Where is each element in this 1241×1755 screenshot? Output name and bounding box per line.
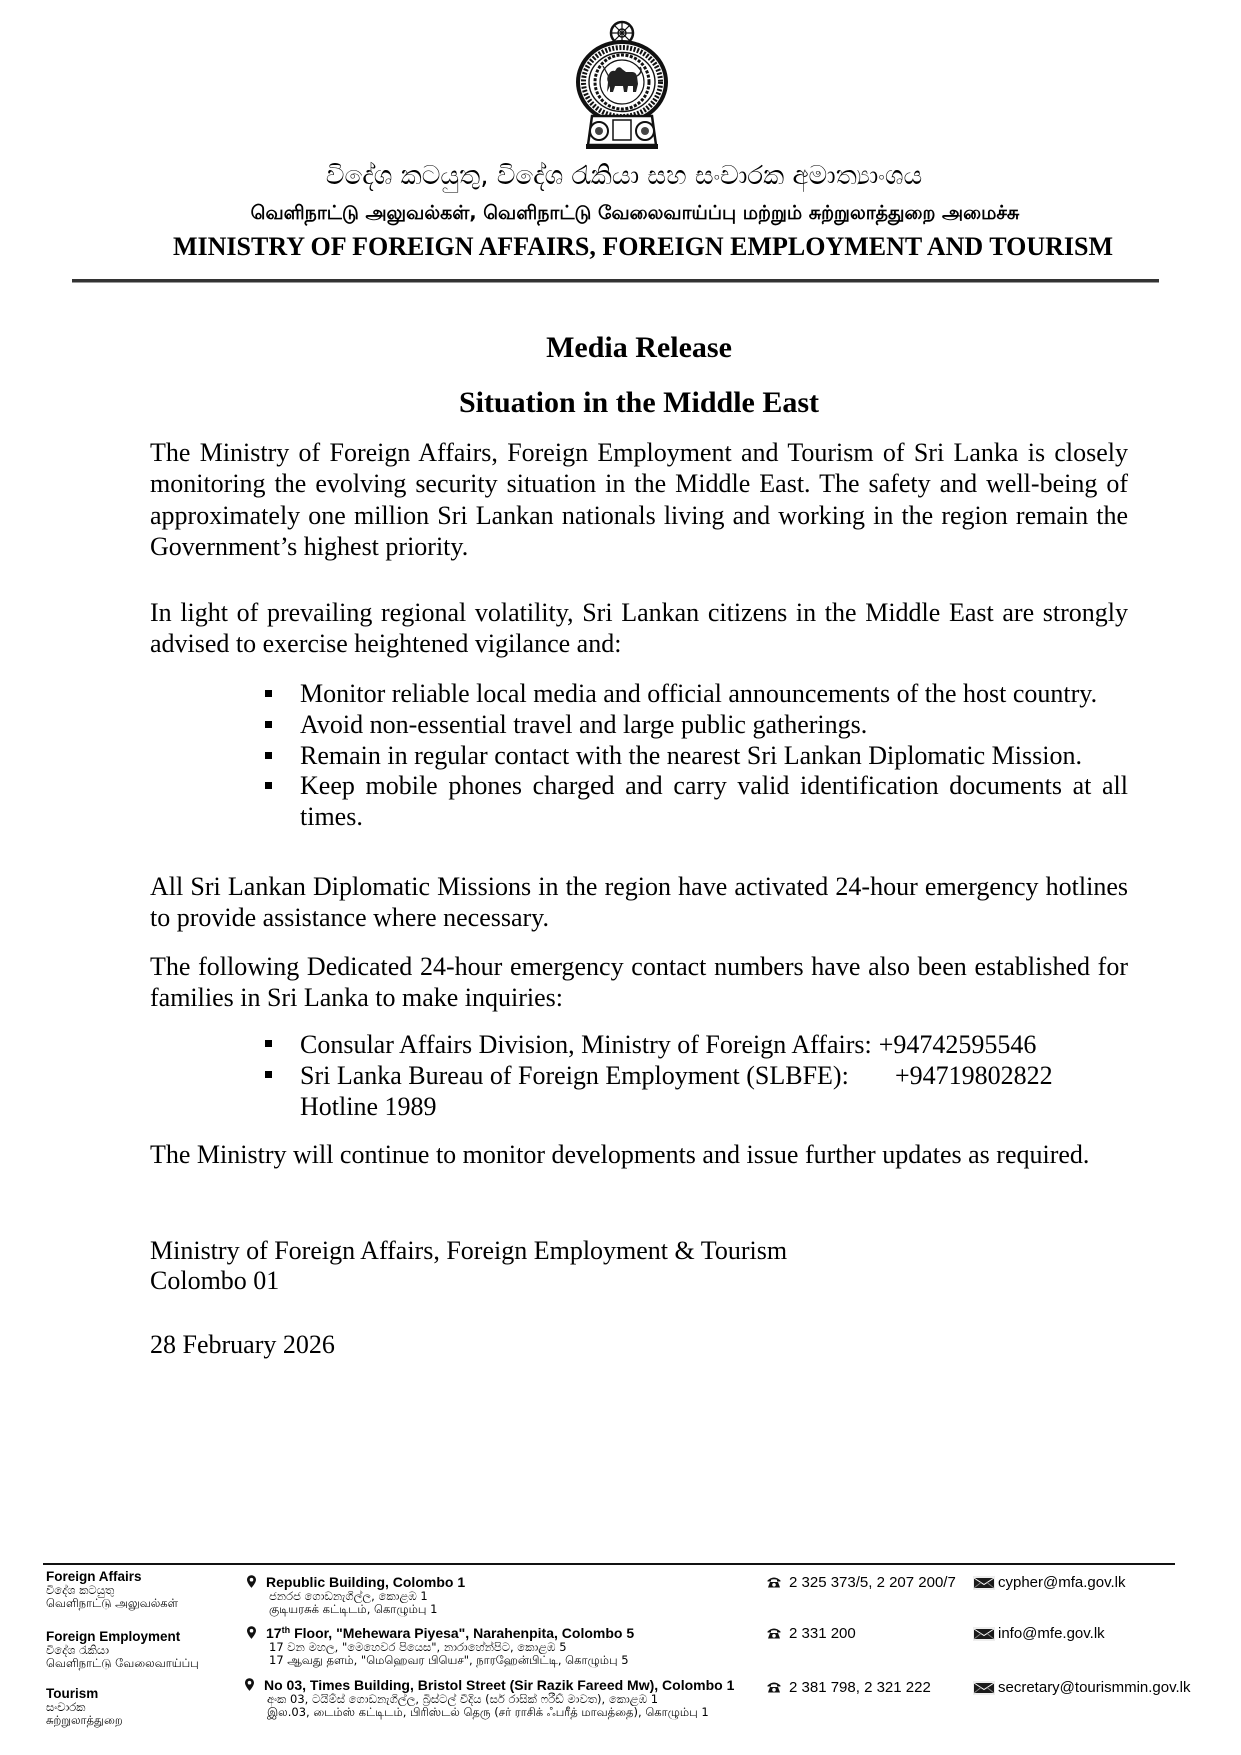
telephone-icon xyxy=(767,1681,781,1693)
unit-name-tamil: வெளிநாட்டு அலுவல்கள் xyxy=(46,1595,179,1610)
square-bullet-icon xyxy=(265,721,272,728)
advisory-text: Keep mobile phones charged and carry valid identification documents at all times. xyxy=(300,771,1128,832)
address-tamil: 17 ஆவது தளம், "மெஹெவர பியெச", நாரஹேன்பிட்டி, கொழும்பு 5 xyxy=(269,1653,629,1667)
footer-address-tourism xyxy=(245,1678,765,1719)
advisory-lead-paragraph: In light of prevailing regional volatility, Sri Lankan citizens in the Middle East are strongly advised to exercise heightened vigilance and: xyxy=(150,598,1128,659)
address-sinhala: 17 වන මහල, "මෙහෙවර පියෙස", නාරාහේන්පිට, කොළඹ 5 xyxy=(269,1640,567,1654)
contacts-lead-paragraph: The following Dedicated 24-hour emergency contact numbers have also been established for families in Sri Lanka to make inquiries: xyxy=(150,952,1128,1013)
footer-email-foreign-employment xyxy=(973,1626,1105,1641)
ministry-name-english: MINISTRY OF FOREIGN AFFAIRS, FOREIGN EMPLOYMENT AND TOURISM xyxy=(173,232,1113,261)
advisory-text: Remain in regular contact with the nearest Sri Lankan Diplomatic Mission. xyxy=(300,740,1082,770)
map-pin-icon xyxy=(247,1575,256,1588)
footer-unit-tourism xyxy=(46,1686,241,1726)
footer-unit-foreign-employment xyxy=(46,1629,241,1669)
unit-name-tamil: வெளிநாட்டு வேலைவாய்ப்பு xyxy=(46,1655,199,1670)
address-sinhala: ජනරජ ගොඩනැගිල්ල, කොළඹ 1 xyxy=(269,1589,428,1603)
contact-number: +94742595546 xyxy=(878,1030,1037,1059)
footer-phone-foreign-affairs xyxy=(767,1575,956,1590)
national-emblem-icon xyxy=(572,16,672,150)
signature-organization: Ministry of Foreign Affairs, Foreign Employment & Tourism xyxy=(150,1236,788,1265)
unit-name: Foreign Employment xyxy=(46,1629,181,1644)
telephone-icon xyxy=(767,1627,781,1639)
telephone-icon xyxy=(767,1576,781,1588)
unit-name-sinhala: විදේශ කටයුතු xyxy=(46,1583,115,1597)
address-english: Republic Building, Colombo 1 xyxy=(266,1574,466,1590)
ministry-name-sinhala: විදේශ කටයුතු, විදේශ රැකියා සහ සංචාරක අමාත්‍යාංශය xyxy=(325,161,923,191)
map-pin-icon xyxy=(247,1626,256,1639)
signature-city: Colombo 01 xyxy=(150,1266,280,1295)
document-type-heading: Media Release xyxy=(546,331,732,364)
advisory-list xyxy=(300,679,1128,833)
map-pin-icon xyxy=(245,1678,254,1691)
email-address: info@mfe.gov.lk xyxy=(998,1625,1105,1642)
release-date: 28 February 2026 xyxy=(150,1330,335,1359)
envelope-icon xyxy=(973,1681,995,1695)
address-english: No 03, Times Building, Bristol Street (Sir Razik Fareed Mw), Colombo 1 xyxy=(264,1677,735,1693)
footer-address-foreign-affairs xyxy=(247,1575,767,1616)
missions-note-paragraph: All Sri Lankan Diplomatic Missions in the region have activated 24-hour emergency hotlines to provide assistance where necessary. xyxy=(150,872,1128,933)
contact-item-slbfe xyxy=(300,1060,1128,1091)
footer-phone-foreign-employment xyxy=(767,1626,856,1641)
advisory-item xyxy=(300,710,1128,741)
phone-number: 2 381 798, 2 321 222 xyxy=(789,1679,931,1696)
unit-name-sinhala: විදේශ රැකියා xyxy=(46,1643,109,1657)
emergency-contacts-list xyxy=(300,1029,1128,1122)
ministry-name-tamil: வெளிநாட்டு அலுவல்கள், வெளிநாட்டு வேலைவாய்ப்பு மற்றும் சுற்றுலாத்துறை அமைச்சு xyxy=(250,202,1020,224)
advisory-item xyxy=(300,771,1128,833)
envelope-icon xyxy=(973,1627,995,1641)
unit-name-tamil: சுற்றுலாத்துறை xyxy=(46,1712,123,1727)
contact-item-consular xyxy=(300,1029,1128,1060)
letterhead-divider xyxy=(72,279,1159,282)
address-sinhala: අංක 03, ටයිම්ස් ගොඩනැගිල්ල, බ්‍රිස්ටල් වීදිය (සර් රාසික් ෆරීඩ් මාවත), කොළඹ 1 xyxy=(267,1692,659,1706)
document-title: Situation in the Middle East xyxy=(458,386,820,419)
address-tamil: குடியரசுக் கட்டிடம், கொழும்பு 1 xyxy=(269,1602,438,1616)
unit-name: Tourism xyxy=(46,1686,99,1701)
advisory-text: Avoid non-essential travel and large public gatherings. xyxy=(300,709,868,739)
email-address: secretary@tourismmin.gov.lk xyxy=(998,1679,1191,1696)
unit-name: Foreign Affairs xyxy=(46,1569,142,1584)
address-floor-number: 17 xyxy=(266,1625,282,1641)
square-bullet-icon xyxy=(265,1040,272,1047)
unit-name-sinhala: සංචාරක xyxy=(46,1700,86,1714)
address-english xyxy=(266,1626,767,1641)
contact-label: Consular Affairs Division, Ministry of Foreign Affairs: xyxy=(300,1030,872,1059)
envelope-icon xyxy=(973,1576,995,1590)
contact-label: Sri Lanka Bureau of Foreign Employment (SLBFE): xyxy=(300,1061,849,1090)
closing-paragraph: The Ministry will continue to monitor developments and issue further updates as required. xyxy=(150,1140,1090,1169)
footer-unit-foreign-affairs xyxy=(46,1569,241,1609)
phone-number: 2 325 373/5, 2 207 200/7 xyxy=(789,1574,956,1591)
square-bullet-icon xyxy=(265,1071,272,1078)
square-bullet-icon xyxy=(265,782,272,789)
email-address: cypher@mfa.gov.lk xyxy=(998,1574,1126,1591)
square-bullet-icon xyxy=(265,752,272,759)
intro-paragraph: The Ministry of Foreign Affairs, Foreign Employment and Tourism of Sri Lanka is closely monitoring the evolving security situation in the Middle East. The safety and well-being of approximately one million Sri Lankan nationals living and working in the region remain the Government’s highest priority. xyxy=(150,438,1128,562)
advisory-item xyxy=(300,741,1128,772)
footer-email-tourism xyxy=(973,1680,1191,1695)
address-rest: Floor, "Mehewara Piyesa", Narahenpita, Colombo 5 xyxy=(294,1625,635,1641)
contact-hotline xyxy=(300,1091,1128,1122)
signature-block xyxy=(150,1236,787,1296)
footer-phone-tourism xyxy=(767,1680,931,1695)
advisory-item xyxy=(300,679,1128,710)
hotline-text: Hotline 1989 xyxy=(300,1092,437,1121)
footer-email-foreign-affairs xyxy=(973,1575,1126,1590)
advisory-text: Monitor reliable local media and official announcements of the host country. xyxy=(300,679,1098,708)
address-floor-suffix: th xyxy=(281,1625,291,1635)
phone-number: 2 331 200 xyxy=(789,1625,856,1642)
footer-divider xyxy=(43,1563,1175,1565)
contact-number: +94719802822 xyxy=(895,1061,1053,1090)
footer-address-foreign-employment xyxy=(247,1626,767,1667)
square-bullet-icon xyxy=(265,690,272,697)
address-tamil: இல.03, டைம்ஸ் கட்டிடம், பிரிஸ்டல் தெரு (சர் ராசிக் ஃபரீத் மாவத்தை), கொழும்பு 1 xyxy=(267,1705,709,1719)
